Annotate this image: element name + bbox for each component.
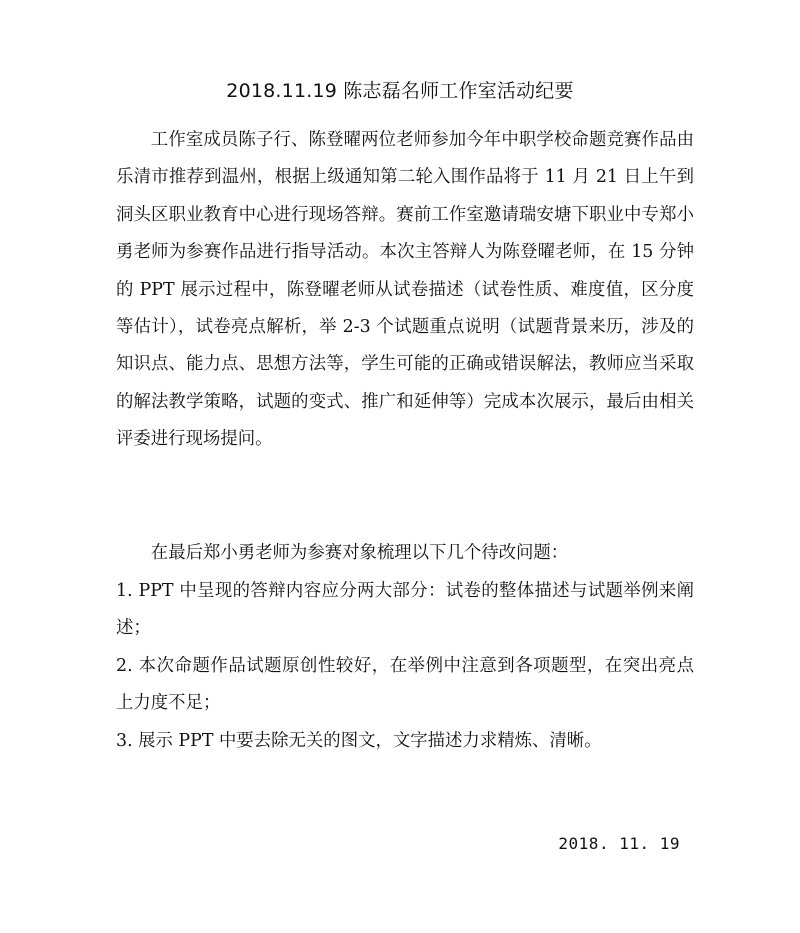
paragraph-issues-lead: 在最后郑小勇老师为参赛对象梳理以下几个待改问题： [150,543,569,563]
issue-item-1: 1. PPT 中呈现的答辩内容应分两大部分：试卷的整体描述与试题举例来阐述； [116,581,694,639]
issue-item-3: 3. 展示 PPT 中要去除无关的图文，文字描述力求精炼、清晰。 [116,730,602,751]
document-title: 2018.11.19 陈志磊名师工作室活动纪要 [226,80,574,102]
document-date: 2018. 11. 19 [558,834,680,853]
issues-list [116,573,694,760]
issue-item-2: 2. 本次命题作品试题原创性较好，在举例中注意到各项题型，在突出亮点上力度不足； [116,655,694,714]
paragraph-intro: 工作室成员陈子行、陈登曜两位老师参加今年中职学校命题竞赛作品由乐清市推荐到温州，根据上级通知第二轮入围作品将于 11 月 21 日上午到洞头区职业教育中心进行现场答辩。赛前工作室邀请瑞安塘下职业中专郑小勇老师为参赛作品进行指导活动。本次主答辩人为陈登曜老师，在 15 分钟的 PPT 展示过程中，陈登曜老师从试卷描述（试卷性质、难度值，区分度等估计），试卷亮点解析，举 2-3 个试题重点说明（试题背景来历，涉及的知识点、能力点、思想方法等，学生可能的正确或错误解法，教师应当采取的解法教学策略，试题的变式、推广和延伸等）完成本次展示，最后由相关评委进行现场提问。 [116,130,694,450]
